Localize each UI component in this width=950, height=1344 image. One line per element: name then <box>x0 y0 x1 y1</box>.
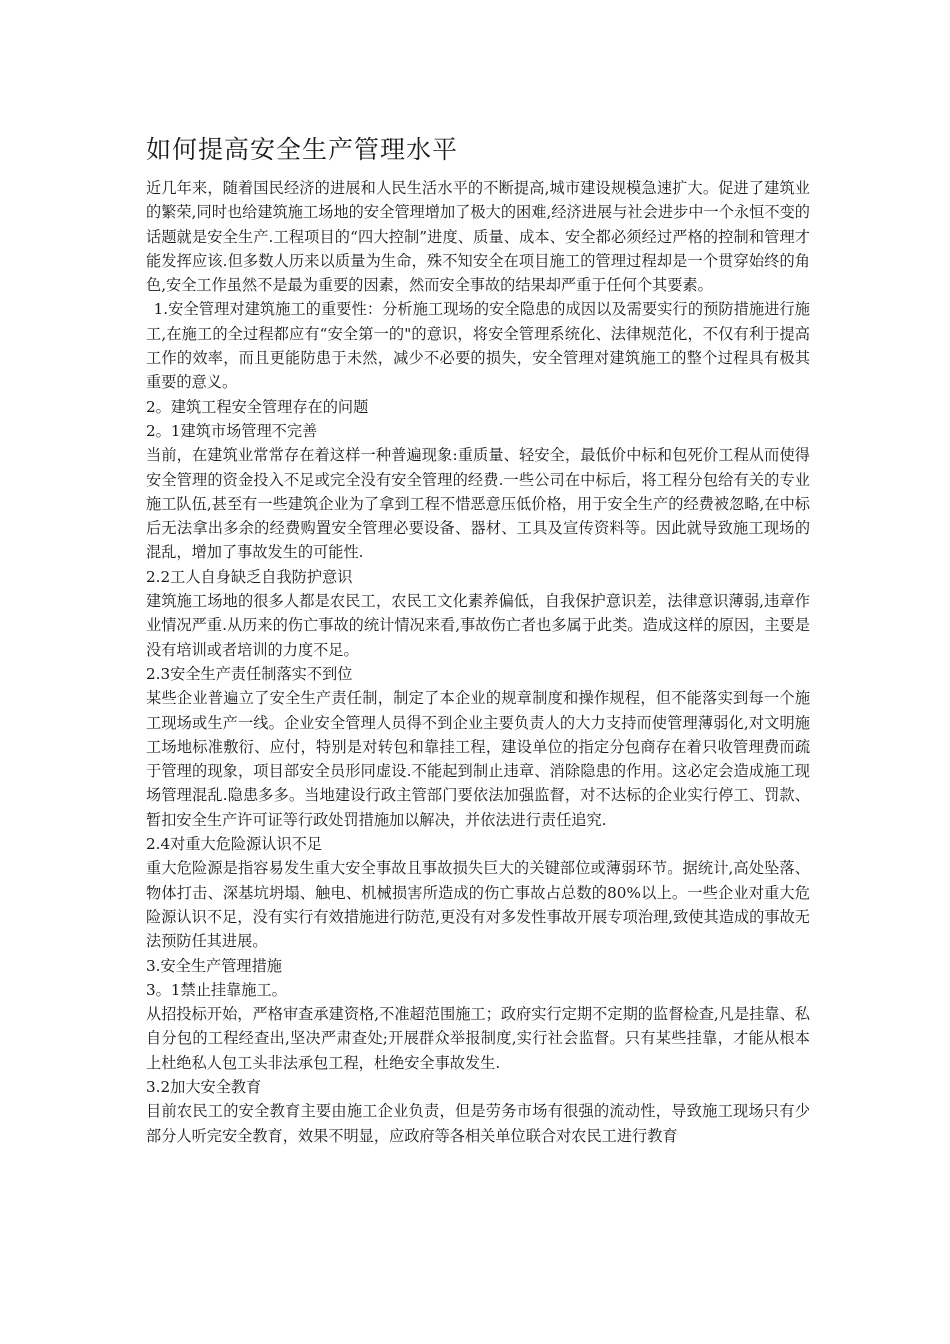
document-body <box>146 176 810 1148</box>
subsection-2-2-heading: 2.2工人自身缺乏自我防护意识 <box>146 567 353 586</box>
section-2-heading: 2。建筑工程安全管理存在的问题 <box>146 397 369 416</box>
subsection-2-1-heading: 2。1建筑市场管理不完善 <box>146 421 318 440</box>
section-1-paragraph: 1.安全管理对建筑施工的重要性：分析施工现场的安全隐患的成因以及需要实行的预防措施进行施工,在施工的全过程都应有“安全第一的"的意识，将安全管理系统化、法律规范化，不仅有利于提高工作的效率，而且更能防患于未然，减少不必要的损失，安全管理对建筑施工的整个过程具有极其重要的意义。 <box>146 300 810 392</box>
subsection-3-1-paragraph: 从招投标开始，严格审查承建资格,不准超范围施工；政府实行定期不定期的监督检查,凡是挂靠、私自分包的工程经查出,坚决严肃查处;开展群众举报制度,实行社会监督。只有某些挂靠，才能从根本上杜绝私人包工头非法承包工程，杜绝安全事故发生. <box>146 1005 810 1072</box>
document-title: 如何提高安全生产管理水平 <box>146 135 459 164</box>
subsection-2-1-paragraph: 当前，在建筑业常常存在着这样一种普遍现象:重质量、轻安全，最低价中标和包死价工程从而使得安全管理的资金投入不足或完全没有安全管理的经费.一些公司在中标后，将工程分包给有关的专业施工队伍,甚至有一些建筑企业为了拿到工程不惜恶意压低价格，用于安全生产的经费被忽略,在中标后无法拿出多余的经费购置安全管理必要设备、器材、工具及宣传资料等。因此就导致施工现场的混乱，增加了事故发生的可能性. <box>146 446 810 562</box>
section-3-heading: 3.安全生产管理措施 <box>146 956 282 975</box>
subsection-2-4-heading: 2.4对重大危险源认识不足 <box>146 835 323 854</box>
subsection-2-3-paragraph: 某些企业普遍立了安全生产责任制，制定了本企业的规章制度和操作规程，但不能落实到每一个施工现场或生产一线。企业安全管理人员得不到企业主要负责人的大力支持而使管理薄弱化,对文明施工场地标准敷衍、应付，特别是对转包和靠挂工程，建设单位的指定分包商存在着只收管理费而疏于管理的现象，项目部安全员形同虚设.不能起到制止违章、消除隐患的作用。这必定会造成施工现场管理混乱.隐患多多。当地建设行政主管部门要依法加强监督，对不达标的企业实行停工、罚款、暂扣安全生产许可证等行政处罚措施加以解决，并依法进行责任追究. <box>146 689 810 829</box>
intro-paragraph: 近几年来，随着国民经济的进展和人民生活水平的不断提高,城市建设规模急速扩大。促进了建筑业的繁荣,同时也给建筑施工场地的安全管理增加了极大的困难,经济进展与社会进步中一个永恒不变的话题就是安全生产.工程项目的“四大控制”进度、质量、成本、安全都必须经过严格的控制和管理才能发挥应该.但多数人历来以质量为生命，殊不知安全在项目施工的管理过程却是一个贯穿始终的角色,安全工作虽然不是最为重要的因素，然而安全事故的结果却严重于任何个其要素。 <box>146 179 810 295</box>
subsection-2-4-paragraph: 重大危险源是指容易发生重大安全事故且事故损失巨大的关键部位或薄弱环节。据统计,高处坠落、物体打击、深基坑坍塌、触电、机械损害所造成的伤亡事故占总数的80%以上。一些企业对重大危险源认识不足，没有实行有效措施进行防范,更没有对多发性事故开展专项治理,致使其造成的事故无法预防任其进展。 <box>146 859 810 951</box>
subsection-2-2-paragraph: 建筑施工场地的很多人都是农民工，农民工文化素养偏低，自我保护意识差，法律意识薄弱,违章作业情况严重.从历来的伤亡事故的统计情况来看,事故伤亡者也多属于此类。造成这样的原因，主要是没有培训或者培训的力度不足。 <box>146 592 810 659</box>
subsection-3-2-paragraph: 目前农民工的安全教育主要由施工企业负责，但是劳务市场有很强的流动性，导致施工现场只有少部分人听完安全教育，效果不明显，应政府等各相关单位联合对农民工进行教育 <box>146 1102 810 1145</box>
subsection-3-2-heading: 3.2加大安全教育 <box>146 1077 262 1096</box>
subsection-3-1-heading: 3。1禁止挂靠施工。 <box>146 980 287 999</box>
subsection-2-3-heading: 2.3安全生产责任制落实不到位 <box>146 664 353 683</box>
